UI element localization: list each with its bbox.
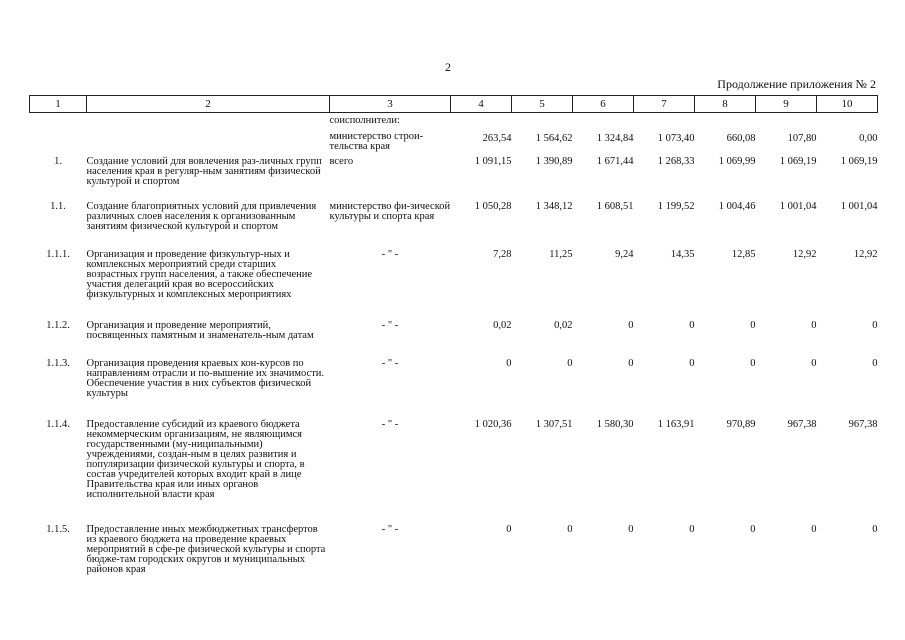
table-row [30, 420, 878, 525]
value-cell: 12,85 [731, 248, 756, 260]
value-cell [451, 113, 512, 129]
value-cell: 0,02 [493, 319, 512, 331]
table-row [30, 359, 878, 420]
value-cell: 14,35 [670, 248, 695, 260]
value-cell: 107,80 [787, 132, 817, 144]
row-number: 1.1.4. [46, 418, 70, 430]
value-cell: 970,89 [726, 418, 756, 430]
table-row [30, 129, 878, 157]
row-number: 1.1.2. [46, 319, 70, 331]
value-cell [512, 113, 573, 129]
value-cell: 1 671,44 [596, 155, 634, 167]
budget-table [29, 95, 878, 595]
column-header: 2 [87, 96, 330, 113]
row-title [87, 129, 330, 157]
row-executor: министерство фи-зической культуры и спорта края [329, 200, 451, 222]
value-cell: 1 608,51 [596, 200, 634, 212]
table-row [30, 157, 878, 202]
value-cell: 0 [506, 357, 512, 369]
value-cell: 0,02 [554, 319, 573, 331]
value-cell: 1 390,89 [535, 155, 573, 167]
value-cell: 0 [689, 523, 695, 535]
value-cell: 967,38 [787, 418, 817, 430]
column-header: 7 [634, 96, 695, 113]
value-cell [634, 113, 695, 129]
value-cell: 0 [811, 523, 817, 535]
column-header: 9 [756, 96, 817, 113]
value-cell: 1 199,52 [657, 200, 695, 212]
value-cell [573, 113, 634, 129]
value-cell: 0 [567, 523, 573, 535]
value-cell: 0 [628, 357, 634, 369]
row-executor: - " - [381, 418, 399, 430]
row-title: Предоставление иных межбюджетных трансфертов из краевого бюджета на проведение краевых мероприятий в сфе-ре физической культуры и спорта бюдже-там городских округов и муниципальных районов края [86, 523, 326, 575]
value-cell: 1 001,04 [840, 200, 878, 212]
value-cell: 967,38 [848, 418, 878, 430]
column-header: 8 [695, 96, 756, 113]
value-cell [817, 113, 878, 129]
table-row [30, 113, 878, 129]
value-cell: 11,25 [549, 248, 573, 260]
column-header: 10 [817, 96, 878, 113]
column-header: 5 [512, 96, 573, 113]
value-cell: 0 [567, 357, 573, 369]
row-number: 1. [54, 155, 62, 167]
value-cell: 0 [811, 357, 817, 369]
row-title [87, 113, 330, 129]
value-cell: 1 307,51 [535, 418, 573, 430]
table-row [30, 202, 878, 250]
row-number [30, 129, 87, 157]
value-cell: 1 001,04 [779, 200, 817, 212]
row-executor: министерство строи-тельства края [329, 130, 424, 152]
row-executor: - " - [381, 319, 399, 331]
value-cell: 1 069,19 [840, 155, 878, 167]
value-cell: 0 [689, 357, 695, 369]
table-row [30, 321, 878, 359]
value-cell: 0 [750, 319, 756, 331]
row-number: 1.1.1. [46, 248, 70, 260]
value-cell [756, 113, 817, 129]
value-cell: 0,00 [859, 132, 878, 144]
value-cell: 1 069,99 [718, 155, 756, 167]
value-cell: 0 [506, 523, 512, 535]
value-cell: 1 580,30 [596, 418, 634, 430]
value-cell: 0 [872, 523, 878, 535]
value-cell: 0 [872, 319, 878, 331]
row-title: Предоставление субсидий из краевого бюджета некоммерческим организациям, не являющимся государственными (му-ниципальными) учреждениями, создан-ным в целях развития и популяризации физической культуры и спорта, в состав учредителей которых входит край в лице Правительства края или иных органов исполнительной власти края [86, 418, 305, 500]
column-header: 6 [573, 96, 634, 113]
row-number: 1.1.3. [46, 357, 70, 369]
row-title: Создание благоприятных условий для привлечения различных слоев населения к организованным занятиям физической культурой и спортом [86, 200, 317, 232]
value-cell: 1 073,40 [657, 132, 695, 144]
column-header: 4 [451, 96, 512, 113]
row-number [30, 113, 87, 129]
value-cell [695, 113, 756, 129]
column-number-row [30, 96, 878, 113]
value-cell: 1 564,62 [535, 132, 573, 144]
row-title: Создание условий для вовлечения раз-личных групп населения края в регуляр-ным занятиям физической культурой и спортом [86, 155, 322, 187]
appendix-continuation-note: Продолжение приложения № 2 [717, 77, 876, 91]
value-cell: 1 004,46 [718, 200, 756, 212]
value-cell: 1 324,84 [596, 132, 634, 144]
value-cell: 9,24 [615, 248, 634, 260]
row-executor: соисполнители: [329, 115, 400, 126]
value-cell: 0 [811, 319, 817, 331]
value-cell: 1 020,36 [474, 418, 512, 430]
value-cell: 1 091,15 [474, 155, 512, 167]
row-number: 1.1. [50, 200, 66, 212]
value-cell: 7,28 [493, 248, 512, 260]
row-title: Организация проведения краевых кон-курсов по направлениям отрасли и по-вышение их значимости. Обеспечение участия в них субъектов физической культуры [86, 357, 325, 399]
table-row [30, 525, 878, 595]
value-cell: 1 348,12 [535, 200, 573, 212]
row-executor: - " - [381, 248, 399, 260]
value-cell: 0 [750, 523, 756, 535]
value-cell: 0 [750, 357, 756, 369]
value-cell: 1 069,19 [779, 155, 817, 167]
row-executor: - " - [381, 357, 399, 369]
table-row [30, 250, 878, 321]
value-cell: 263,54 [482, 132, 512, 144]
value-cell: 660,08 [726, 132, 756, 144]
value-cell: 0 [628, 319, 634, 331]
value-cell: 12,92 [792, 248, 817, 260]
value-cell: 0 [872, 357, 878, 369]
row-title: Организация и проведение физкультур-ных и комплексных мероприятий среди старших возрастных групп населения, а также обеспечение участия делегаций края во всероссийских физкультурных и комплексных мероприятиях [86, 248, 313, 300]
page-number: 2 [445, 60, 451, 74]
value-cell: 1 268,33 [657, 155, 695, 167]
row-number: 1.1.5. [46, 523, 70, 535]
value-cell: 12,92 [853, 248, 878, 260]
value-cell: 0 [689, 319, 695, 331]
row-executor: всего [329, 155, 354, 167]
value-cell: 1 050,28 [474, 200, 512, 212]
row-title: Организация и проведение мероприятий, посвященных памятным и знаменатель-ным датам [86, 319, 314, 341]
row-executor: - " - [381, 523, 399, 535]
value-cell: 0 [628, 523, 634, 535]
value-cell: 1 163,91 [657, 418, 695, 430]
column-header: 3 [330, 96, 451, 113]
column-header: 1 [30, 96, 87, 113]
